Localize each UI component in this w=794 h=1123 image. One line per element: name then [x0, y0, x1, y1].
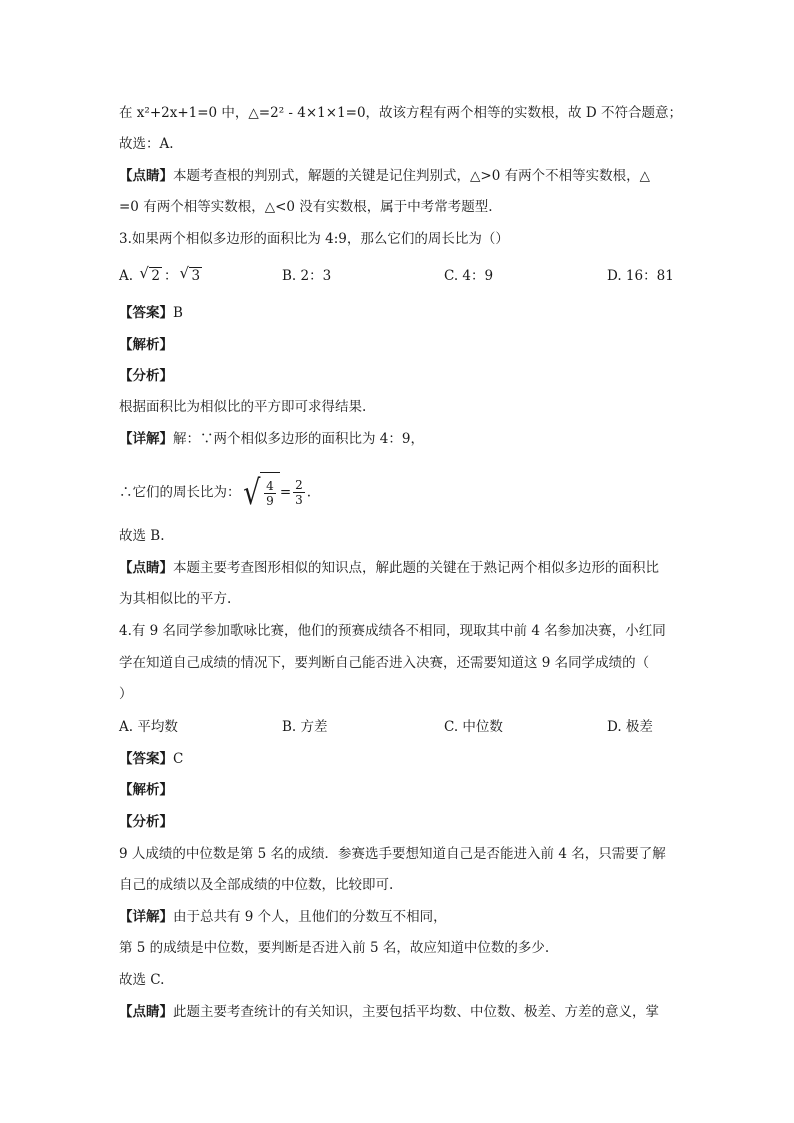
fraction: $\frac{2}{3}$ [295, 478, 303, 507]
section-tag: 【解析】 [119, 782, 173, 798]
section-tag: 【答案】 [119, 751, 173, 767]
text-span: 由于总共有 9 个人，且他们的分数互不相同， [173, 909, 447, 925]
section-tag: 【分析】 [119, 368, 173, 384]
answer-line [119, 304, 183, 322]
question-3: 3.如果两个相似多边形的面积比为 4:9，那么它们的周长比为（） [119, 231, 509, 247]
section-tag: 【详解】 [119, 909, 173, 925]
text-line: 故选 B. [119, 528, 165, 544]
text-line: 自己的成绩以及全部成绩的中位数，比较即可. [119, 877, 394, 893]
text-span: ∴它们的周长比为： [119, 484, 241, 501]
text-span: 解：∵两个相似多边形的面积比为 4：9， [173, 431, 424, 447]
period: . [306, 484, 312, 501]
option-label: A. [119, 268, 134, 284]
option-d: D. 极差 [607, 719, 653, 735]
answer-value: C [173, 751, 184, 767]
text-line [119, 167, 650, 185]
text-line: 在 x²+2x+1=0 中，△=2² - 4×1×1=0，故该方程有两个相等的实数根，故 D 不符合题意； [119, 105, 682, 121]
option-b: B. 2：3 [282, 268, 332, 284]
answer-line [119, 750, 183, 768]
text-line: 学在知道自己成绩的情况下，要判断自己能否进入决赛，还需要知道这 9 名同学成绩的（ [119, 655, 650, 671]
section-tag: 【点睛】 [119, 168, 173, 184]
option-sep: ： [163, 268, 178, 284]
section-tag: 【分析】 [119, 814, 173, 830]
sqrt-2: √ 2 [139, 264, 160, 284]
text-line: 9 人成绩的中位数是第 5 名的成绩．参赛选手要想知道自己是否能进入前 4 名，只需要了解 [119, 846, 666, 862]
text-span: 此题主要考查统计的有关知识，主要包括平均数、中位数、极差、方差的意义，掌 [173, 1004, 659, 1020]
section-tag: 【答案】 [119, 305, 173, 321]
answer-value: B [173, 305, 183, 321]
text-line: 为其相似比的平方. [119, 591, 232, 607]
section-tag: 【点睛】 [119, 1004, 173, 1020]
text-span: 本题考查根的判别式，解题的关键是记住判别式，△>0 有两个不相等实数根，△ [173, 168, 650, 184]
option-c: C. 中位数 [444, 719, 503, 735]
section-tag: 【点睛】 [119, 560, 173, 576]
text-line: 第 5 的成绩是中位数，要判断是否进入前 5 名，故应知道中位数的多少. [119, 940, 550, 956]
text-line [119, 430, 424, 448]
sqrt-3: √ 3 [179, 264, 201, 284]
text-line [119, 1003, 659, 1021]
text-line: 故选：A. [119, 136, 174, 152]
text-line [119, 908, 447, 926]
section-tag: 【解析】 [119, 337, 173, 353]
option-b: B. 方差 [282, 719, 328, 735]
text-line: ） [119, 686, 133, 702]
sqrt-fraction: √ $\frac{4}{9}$ [241, 472, 280, 513]
text-span: 本题主要考查图形相似的知识点，解此题的关键在于熟记两个相似多边形的面积比 [173, 560, 659, 576]
text-line: =0 有两个相等实数根，△<0 没有实数根，属于中考常考题型. [119, 199, 493, 215]
option-a [119, 264, 204, 285]
option-a: A. 平均数 [119, 719, 178, 735]
option-d: D. 16：81 [607, 268, 674, 284]
text-line [119, 559, 659, 577]
formula-line [119, 472, 311, 513]
text-line: 根据面积比为相似比的平方即可求得结果. [119, 399, 367, 415]
section-tag: 【详解】 [119, 431, 173, 447]
option-c: C. 4：9 [444, 268, 494, 284]
equals: = [279, 484, 292, 501]
text-line: 故选 C. [119, 972, 165, 988]
question-4: 4.有 9 名同学参加歌咏比赛，他们的预赛成绩各不相同，现取其中前 4 名参加决赛，小红同 [119, 623, 666, 639]
